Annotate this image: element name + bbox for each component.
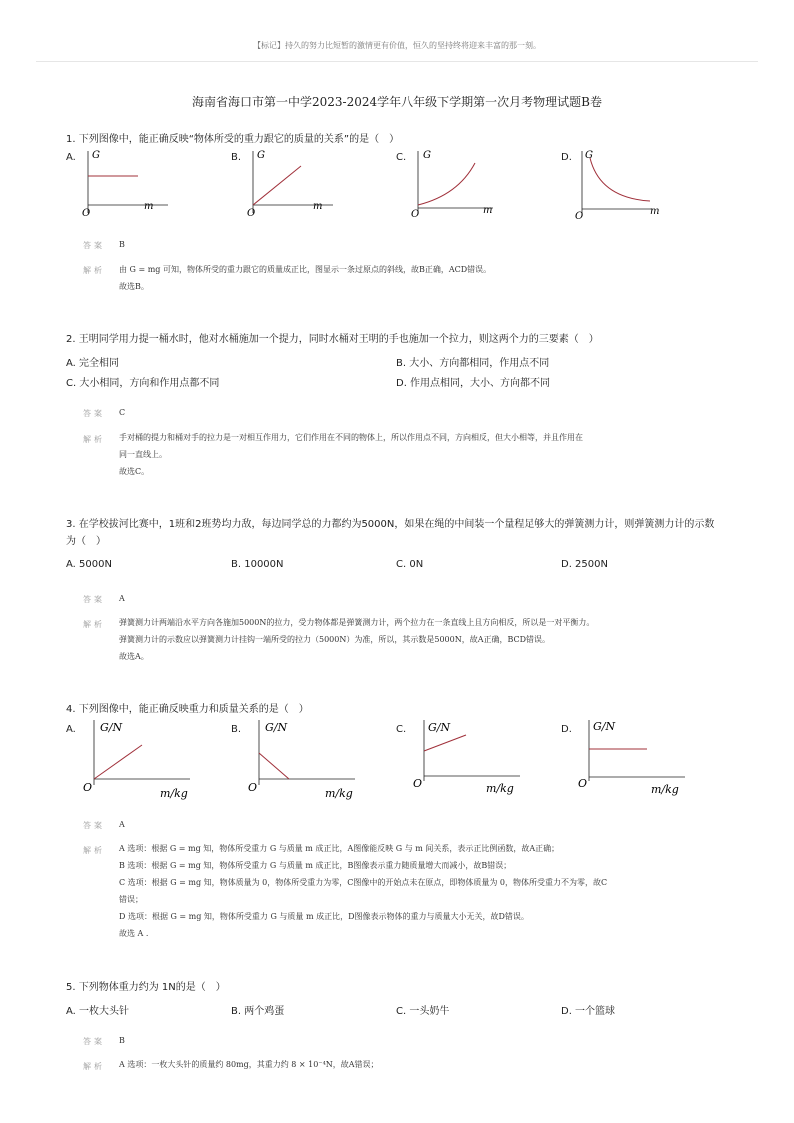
q4-option-c[interactable]: C. [396, 724, 407, 735]
q1-answer: B [119, 240, 125, 249]
q2-option-c[interactable]: C. 大小相同，方向和作用点都不同 [66, 378, 220, 389]
q4-analysis-label: 解析 [83, 846, 105, 855]
q4-option-b[interactable]: B. [231, 724, 242, 735]
q3-option-b[interactable]: B. 10000N [231, 559, 284, 570]
q5-analysis: A 选项：一枚大头针的质量约 80mg，其重力约 8 × 10⁻⁴N，故A错误； [119, 1060, 379, 1069]
q5-option-b[interactable]: B. 两个鸡蛋 [231, 1006, 285, 1017]
q4-option-d[interactable]: D. [561, 724, 572, 735]
q3-option-c[interactable]: C. 0N [396, 559, 424, 570]
q4-answer-label: 答案 [83, 821, 105, 830]
q4d-origin: O [578, 777, 588, 790]
q4-graph-c [410, 715, 530, 800]
q1b-origin: O [247, 208, 256, 219]
q1b-x-label: m [313, 201, 323, 212]
q1-option-c[interactable]: C. [396, 152, 407, 163]
page-title: 海南省海口市第一中学2023-2024学年八年级下学期第一次月考物理试题B卷 [192, 95, 602, 109]
q4b-origin: O [248, 781, 258, 794]
q3-option-a[interactable]: A. 5000N [66, 559, 112, 570]
q1c-curve [418, 163, 475, 205]
q1-option-d[interactable]: D. [561, 152, 572, 163]
q2-stem: 2. 王明同学用力提一桶水时，他对水桶施加一个提力，同时水桶对王明的手也施加一个拉力，则这两个力的三要素（ ） [66, 334, 599, 345]
q1-graph-d [570, 143, 670, 221]
q1-analysis: 由 G = mg 可知，物体所受的重力跟它的质量成正比，图显示一条过原点的斜线，故B正确，ACD错误。 故选B。 [119, 265, 492, 291]
q4-stem: 4. 下列图像中，能正确反映重力和质量关系的是（ ） [66, 704, 309, 715]
q2-analysis-label: 解析 [83, 435, 105, 444]
q4d-x-label: m/kg [651, 783, 679, 796]
q4a-origin: O [83, 781, 93, 794]
q2-answer: C [119, 408, 126, 417]
q4-graph-d [575, 715, 695, 800]
q5-option-a[interactable]: A. 一枚大头针 [66, 1006, 130, 1017]
q3-answer: A [119, 594, 125, 603]
q4a-line [94, 745, 142, 779]
q1-analysis-label: 解析 [83, 266, 105, 275]
q1a-x-label: m [144, 201, 154, 212]
q3-stem: 3. 在学校拔河比赛中，1班和2班势均力敌，每边同学总的力都约为5000N，如果在绳的中间装一个量程足够大的弹簧测力计，则弹簧测力计的示数 为（ ） [66, 519, 715, 547]
q1a-y-label: G [92, 150, 100, 161]
q5-option-c[interactable]: C. 一头奶牛 [396, 1006, 450, 1017]
page-header: 【标记】持久的努力比短暂的激情更有价值，恒久的坚持终将迎来丰富的那一刻。 [253, 41, 541, 50]
q1a-origin: O [82, 208, 91, 219]
q4-answer: A [119, 820, 125, 829]
q1c-origin: O [411, 209, 420, 220]
q1-stem: 1. 下列图像中，能正确反映“物体所受的重力跟它的质量的关系”的是（ ） [66, 134, 400, 145]
q4c-y-label: G/N [428, 721, 451, 734]
header-divider [36, 61, 758, 62]
q4d-y-label: G/N [593, 720, 616, 733]
q4b-y-label: G/N [265, 721, 288, 734]
q5-analysis-label: 解析 [83, 1062, 105, 1071]
q1d-origin: O [575, 211, 584, 221]
q1c-x-label: m [483, 205, 493, 216]
q2-analysis: 手对桶的提力和桶对手的拉力是一对相互作用力，它们作用在不同的物体上，所以作用点不同，方向相反，但大小相等，并且作用在 同一直线上。 故选C。 [119, 433, 583, 476]
q1d-curve [590, 158, 650, 201]
q5-stem: 5. 下列物体重力约为 1N的是（ ） [66, 982, 226, 993]
q1b-y-label: G [257, 150, 265, 161]
q1-answer-label: 答案 [83, 241, 105, 250]
q5-answer: B [119, 1036, 125, 1045]
q1-graph-b [243, 143, 343, 221]
q4c-origin: O [413, 777, 423, 790]
q2-option-b[interactable]: B. 大小、方向都相同，作用点不同 [396, 358, 550, 369]
q4-graph-b [245, 715, 365, 800]
q1d-x-label: m [650, 206, 660, 217]
q4a-x-label: m/kg [160, 787, 188, 800]
q1-graph-a [78, 143, 178, 221]
q5-answer-label: 答案 [83, 1037, 105, 1046]
q1-option-b[interactable]: B. [231, 152, 242, 163]
q2-option-d[interactable]: D. 作用点相同，大小、方向都不同 [396, 378, 551, 389]
q4-option-a[interactable]: A. [66, 724, 76, 735]
q3-answer-label: 答案 [83, 595, 105, 604]
q1c-y-label: G [423, 150, 431, 161]
q1-option-a[interactable]: A. [66, 152, 76, 163]
q1-graph-c [403, 143, 503, 221]
q4b-x-label: m/kg [325, 787, 353, 800]
q1b-line [253, 166, 301, 205]
q3-analysis: 弹簧测力计两端沿水平方向各施加5000N的拉力，受力物体都是弹簧测力计，两个拉力在一条直线上且方向相反，所以是一对平衡力。 弹簧测力计的示数应以弹簧测力计挂钩一端所受的拉力（5000N）为准，所以，其示数是5000N，故A正确，BCD错误。 故选A。 [119, 618, 595, 661]
q2-answer-label: 答案 [83, 409, 105, 418]
q4c-line [424, 735, 466, 751]
q4a-y-label: G/N [100, 721, 123, 734]
q3-analysis-label: 解析 [83, 620, 105, 629]
q4c-x-label: m/kg [486, 782, 514, 795]
q4-graph-a [80, 715, 200, 800]
q4-analysis: A 选项：根据 G = mg 知，物体所受重力 G 与质量 m 成正比，A图像能反映 G 与 m 间关系，表示正比例函数，故A正确； B 选项：根据 G = mg 知，物体所受重力 G 与质量 m 成正比，B图像表示重力随质量增大而减小，故B错误； C 选项：根据 G = mg 知，物体质量为 0，物体所受重力为零，C图像中的开始点未在原点，即物体质量为 0，物体所受重力不为零，故C 错误； D 选项：根据 G = mg 知，物体所受重力 G 与质量 m 成正比，D图像表示物体的重力与质量大小无关，故D错误。 故选 A . [119, 844, 608, 938]
q5-option-d[interactable]: D. 一个篮球 [561, 1006, 616, 1017]
q4b-line [259, 753, 289, 779]
q3-option-d[interactable]: D. 2500N [561, 559, 608, 570]
q1d-y-label: G [585, 150, 593, 161]
q2-option-a[interactable]: A. 完全相同 [66, 358, 120, 369]
